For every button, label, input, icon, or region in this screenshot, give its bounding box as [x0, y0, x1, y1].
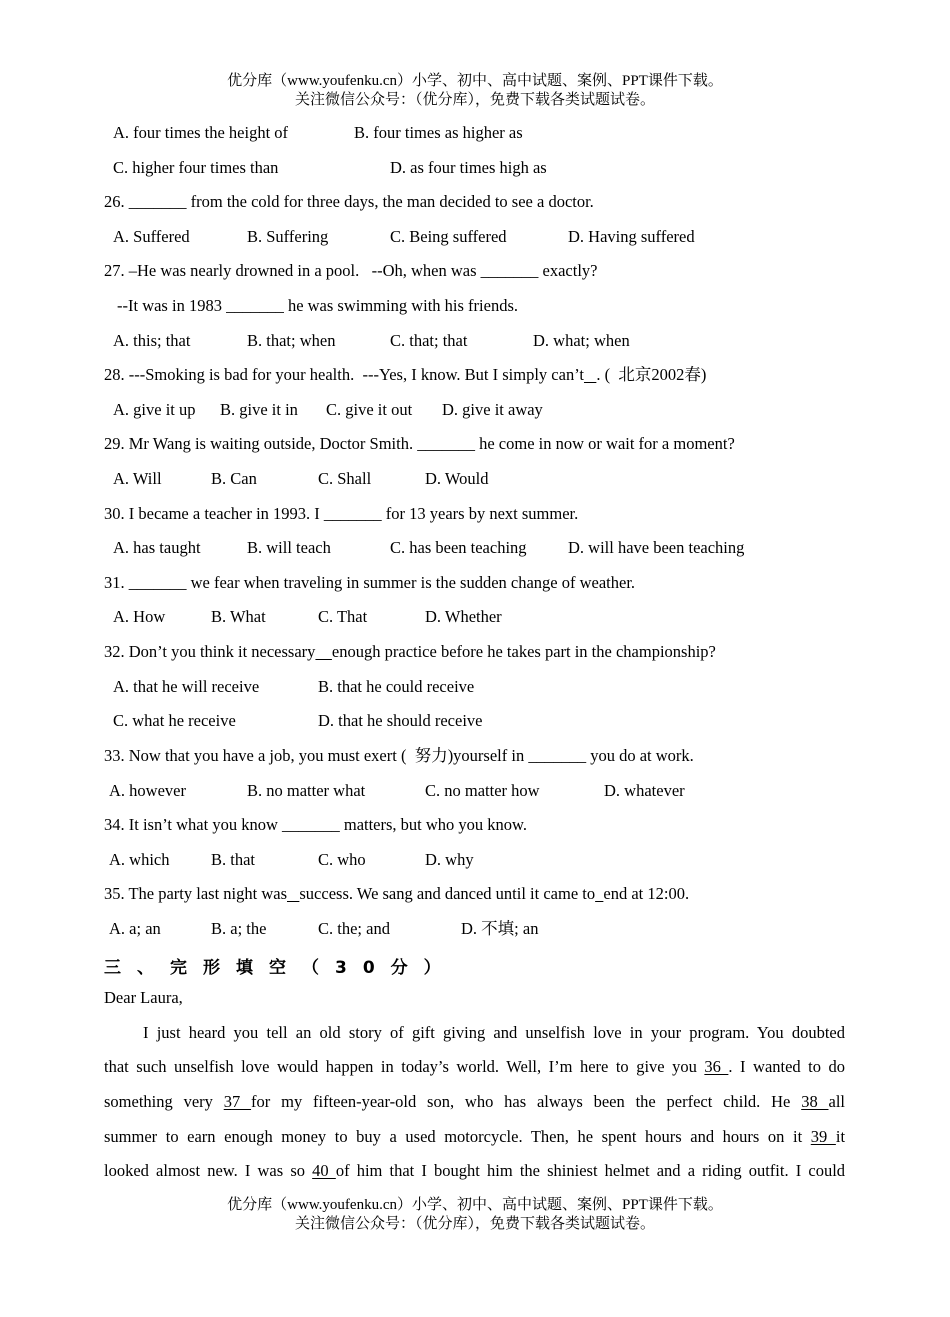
- q29-option-c: C. Shall: [318, 469, 372, 488]
- q29-option-a: A. Will: [113, 469, 162, 488]
- q35-blank-1: [287, 884, 299, 903]
- header-line-2: 关注微信公众号：（优分库），免费下载各类试题试卷。: [294, 92, 655, 108]
- q35-text-c: end at 12:00.: [603, 884, 690, 903]
- q35-option-a: A. a; an: [109, 919, 161, 938]
- page-footer: [0, 1196, 950, 1234]
- q35-option-d: D. 不填; an: [461, 919, 539, 938]
- q30-option-d: D. will have been teaching: [568, 538, 745, 557]
- letter-line-4-text-a: summer to earn enough money to buy a used motorcycle. Then, he spent hours and hours on it: [104, 1127, 803, 1146]
- q33-text: 33. Now that you have a job, you must exert ( 努力)yourself in _______ you do at work.: [104, 746, 694, 765]
- q27-text-2: --It was in 1983 _______ he was swimming with his friends.: [117, 296, 519, 315]
- blank-39: 39: [810, 1127, 836, 1146]
- q32-text: [104, 642, 716, 662]
- q30-option-b: B. will teach: [247, 538, 331, 557]
- letter-line-5-text-b: of him that I bought him the shiniest helmet and a riding outfit. I could: [335, 1161, 846, 1180]
- q34-question: [0, 815, 950, 855]
- q33-question: [0, 746, 950, 786]
- q32-option-a: A. that he will receive: [113, 677, 260, 696]
- q34-text: 34. It isn’t what you know _______ matters, but who you know.: [104, 815, 528, 834]
- letter-paragraph-line-3: [104, 1092, 845, 1112]
- q30-text: 30. I became a teacher in 1993. I _______ for 13 years by next summer.: [104, 504, 579, 523]
- q29-question: [0, 434, 950, 474]
- q26-text: 26. _______ from the cold for three days, the man decided to see a doctor.: [104, 192, 594, 211]
- footer-line-2: 关注微信公众号：（优分库），免费下载各类试题试卷。: [294, 1216, 655, 1232]
- q35-option-c: C. the; and: [318, 919, 390, 938]
- q27-question-line-2: [0, 296, 950, 336]
- q31-option-a: A. How: [113, 607, 166, 626]
- q28-option-a: A. give it up: [113, 400, 196, 419]
- q32-option-c: C. what he receive: [113, 711, 236, 730]
- q26-option-b: B. Suffering: [247, 227, 329, 246]
- q28-question: [0, 365, 950, 405]
- q27-option-d: D. what; when: [533, 331, 630, 350]
- q27-text: 27. –He was nearly drowned in a pool. --Oh, when was _______ exactly?: [104, 261, 598, 280]
- q27-question: [0, 261, 950, 301]
- q35-text: [104, 884, 689, 904]
- q31-option-d: D. Whether: [425, 607, 502, 626]
- letter-line-3-text-a: something very: [104, 1092, 213, 1111]
- q35-text-b: success. We sang and danced until it came to: [299, 884, 596, 903]
- q28-blank: [584, 365, 596, 384]
- letter-paragraph-line-4: [104, 1127, 845, 1147]
- q30-option-a: A. has taught: [113, 538, 201, 557]
- q25-option-a: A. four times the height of: [113, 123, 289, 142]
- letter-line-4-text-b: it: [835, 1127, 846, 1146]
- letter-paragraph-line-5: [104, 1161, 845, 1181]
- q32-text-b: enough practice before he takes part in the championship?: [331, 642, 716, 661]
- q25-option-b: B. four times as higher as: [354, 123, 523, 142]
- q28-option-b: B. give it in: [220, 400, 298, 419]
- q27-option-a: A. this; that: [113, 331, 191, 350]
- footer-line-1: 优分库（www.youfenku.cn）小学、初中、高中试题、案例、PPT课件下载。: [227, 1197, 723, 1213]
- q32-option-b: B. that he could receive: [318, 677, 475, 696]
- q26-option-d: D. Having suffered: [568, 227, 695, 246]
- section-title: 三、完形填空（30分）: [104, 958, 457, 978]
- letter-paragraph-line-1: I just heard you tell an old story of gift giving and unselfish love in your program. You doubted: [143, 1023, 845, 1042]
- header-line-1: 优分库（www.youfenku.cn）小学、初中、高中试题、案例、PPT课件下载。: [227, 73, 723, 89]
- q31-text: 31. _______ we fear when traveling in summer is the sudden change of weather.: [104, 573, 636, 592]
- q32-blank: [315, 642, 332, 661]
- q30-option-c: C. has been teaching: [390, 538, 527, 557]
- blank-38: 38: [801, 1092, 829, 1111]
- q28-option-c: C. give it out: [326, 400, 413, 419]
- q34-option-d: D. why: [425, 850, 474, 869]
- q26-option-c: C. Being suffered: [390, 227, 507, 246]
- q27-option-b: B. that; when: [247, 331, 336, 350]
- letter-line-2-text-a: that such unselfish love would happen in today’s world. Well, I’m here to give you: [104, 1057, 697, 1076]
- letter-line-5-text-a: looked almost new. I was so: [104, 1161, 305, 1180]
- q25-option-d: D. as four times high as: [390, 158, 547, 177]
- q28-text-a: 28. ---Smoking is bad for your health. ---Yes, I know. But I simply can’t: [104, 365, 584, 384]
- q28-text: [104, 365, 706, 385]
- q29-option-b: B. Can: [211, 469, 257, 488]
- q26-option-a: A. Suffered: [113, 227, 190, 246]
- q33-option-c: C. no matter how: [425, 781, 540, 800]
- q25-option-c: C. higher four times than: [113, 158, 279, 177]
- q34-option-c: C. who: [318, 850, 366, 869]
- q28-text-b: . ( 北京2002春): [596, 365, 707, 384]
- q32-question: [0, 642, 950, 682]
- q31-option-b: B. What: [211, 607, 266, 626]
- q35-text-a: 35. The party last night was: [104, 884, 287, 903]
- q29-option-d: D. Would: [425, 469, 489, 488]
- letter-greeting: Dear Laura,: [104, 988, 183, 1007]
- q33-option-b: B. no matter what: [247, 781, 366, 800]
- q26-question: [0, 192, 950, 232]
- q32-text-a: 32. Don’t you think it necessary: [104, 642, 316, 661]
- q27-option-c: C. that; that: [390, 331, 468, 350]
- q33-option-d: D. whatever: [604, 781, 685, 800]
- q33-option-a: A. however: [109, 781, 186, 800]
- page-header: [0, 72, 950, 110]
- q35-option-b: B. a; the: [211, 919, 267, 938]
- blank-40: 40: [312, 1161, 336, 1180]
- letter-paragraph-line-2: [104, 1057, 845, 1077]
- blank-37: 37: [223, 1092, 252, 1111]
- q34-option-b: B. that: [211, 850, 255, 869]
- letter-line-2-text-b: . I wanted to do: [728, 1057, 846, 1076]
- q29-text: 29. Mr Wang is waiting outside, Doctor Smith. _______ he come in now or wait for a moment?: [104, 434, 735, 453]
- blank-36: 36: [704, 1057, 729, 1076]
- q32-option-d: D. that he should receive: [318, 711, 483, 730]
- q35-question: [0, 884, 950, 924]
- letter-line-3-text-b: for my fifteen-year-old son, who has always been the perfect child. He: [251, 1092, 791, 1111]
- letter-line-3-text-c: all: [828, 1092, 846, 1111]
- q31-option-c: C. That: [318, 607, 368, 626]
- q34-option-a: A. which: [109, 850, 170, 869]
- q28-option-d: D. give it away: [442, 400, 543, 419]
